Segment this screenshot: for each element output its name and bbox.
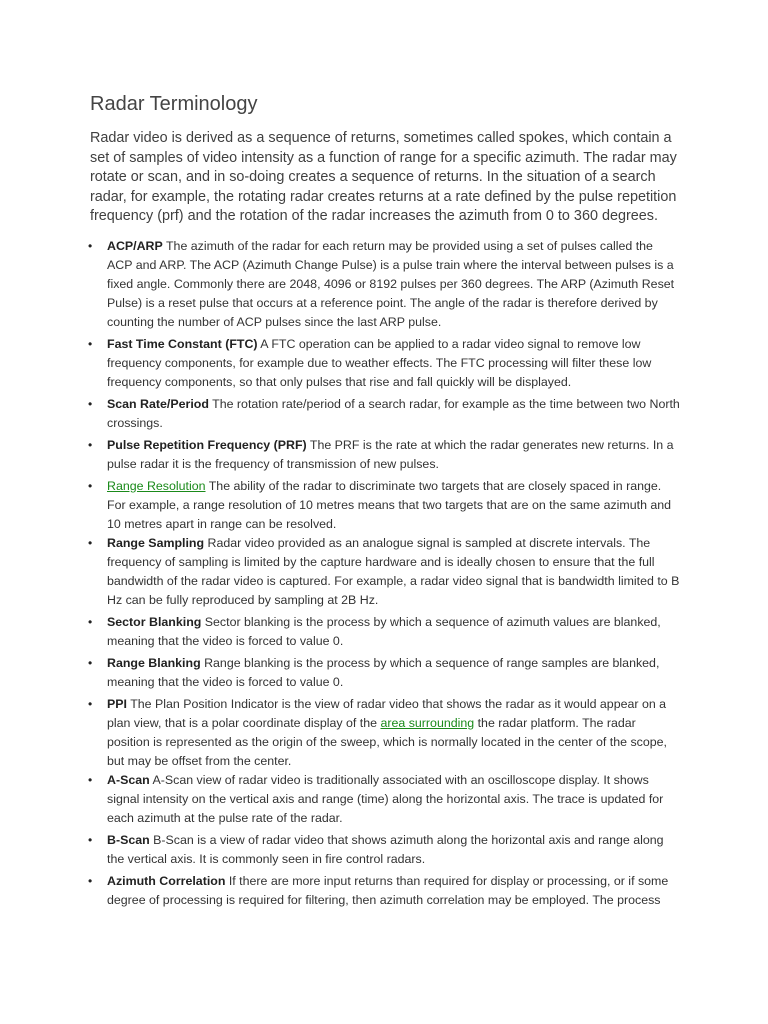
term-label: B-Scan <box>107 832 150 847</box>
list-item-prf <box>90 436 680 474</box>
term-label: ACP/ARP <box>107 238 163 253</box>
list-item-azimuth-correlation <box>90 872 680 910</box>
bullet-icon: • <box>88 772 93 787</box>
list-item-scan-rate <box>90 395 680 433</box>
term-definition: The rotation rate/period of a search radar, for example as the time between two North crossings. <box>107 396 680 430</box>
list-item-ftc <box>90 335 680 392</box>
bullet-icon: • <box>88 696 93 711</box>
bullet-icon: • <box>88 437 93 452</box>
term-definition: Radar video provided as an analogue signal is sampled at discrete intervals. The frequency of sampling is limited by the capture hardware and is ideally chosen to ensure that the full bandwidth of the radar video is captured. For example, a radar video signal that is bandwidth limited to B Hz can be fully reproduced by sampling at 2B Hz. <box>107 535 680 607</box>
area-surrounding-link[interactable]: area surrounding <box>380 715 475 730</box>
term-label: Range Sampling <box>107 535 205 550</box>
list-item-b-scan <box>90 831 680 869</box>
term-definition-start: The Plan Position Indicator is the view of radar video that shows the radar as it would appear on a plan view, that is a polar coordinate display of the <box>107 696 667 730</box>
bullet-icon: • <box>88 336 93 351</box>
term-definition: The ability of the radar to discriminate two targets that are closely spaced in range. For example, a range resolution of 10 metres means that two targets that are on the same azimuth and 10 metres apart in range can be resolved. <box>107 478 672 531</box>
term-label: Azimuth Correlation <box>107 873 226 888</box>
term-label: Sector Blanking <box>107 614 202 629</box>
list-item-range-blanking <box>90 654 680 692</box>
term-definition: The PRF is the rate at which the radar generates new returns. In a pulse radar it is the frequency of transmission of new pulses. <box>107 437 674 471</box>
list-item-range-sampling <box>90 534 680 610</box>
intro-paragraph: Radar video is derived as a sequence of returns, sometimes called spokes, which contain a set of samples of video intensity as a function of range for a specific azimuth. The radar may rotate or scan, and in so-doing creates a sequence of returns. In the situation of a search radar, for example, the rotating radar creates returns at a rate defined by the pulse repetition frequency (prf) and the rotation of the radar increases the azimuth from 0 to 360 degrees. <box>90 130 677 224</box>
term-definition: B-Scan is a view of radar video that shows azimuth along the horizontal axis and range along the vertical axis. It is commonly seen in fire control radars. <box>107 832 664 866</box>
list-item-a-scan <box>90 771 680 828</box>
bullet-icon: • <box>88 535 93 550</box>
bullet-icon: • <box>88 614 93 629</box>
list-item-ppi <box>90 695 680 771</box>
term-label: Fast Time Constant (FTC) <box>107 336 258 351</box>
list-item-acp-arp <box>90 237 680 332</box>
bullet-icon: • <box>88 655 93 670</box>
term-label: Range Blanking <box>107 655 201 670</box>
term-label: Scan Rate/Period <box>107 396 209 411</box>
bullet-icon: • <box>88 873 93 888</box>
term-label: A-Scan <box>107 772 150 787</box>
term-label: Pulse Repetition Frequency (PRF) <box>107 437 307 452</box>
term-definition: Range blanking is the process by which a sequence of range samples are blanked, meaning that the video is forced to value 0. <box>107 655 660 689</box>
bullet-icon: • <box>88 238 93 253</box>
term-label: PPI <box>107 696 127 711</box>
term-definition-end: the radar platform. The radar position is represented as the origin of the sweep, which is normally located in the center of the scope, but may be offset from the center. <box>107 715 667 768</box>
range-resolution-link[interactable]: Range Resolution <box>107 478 206 493</box>
terminology-list <box>90 237 680 910</box>
term-definition: A FTC operation can be applied to a radar video signal to remove low frequency components, for example due to weather effects. The FTC processing will filter these low frequency components, so that only pulses that rise and fall quickly will be displayed. <box>107 336 652 389</box>
bullet-icon: • <box>88 478 93 493</box>
term-definition: If there are more input returns than required for display or processing, or if some degree of processing is required for filtering, then azimuth correlation may be employed. The process <box>107 873 669 907</box>
term-definition: The azimuth of the radar for each return may be provided using a set of pulses called the ACP and ARP. The ACP (Azimuth Change Pulse) is a pulse train where the interval between pulses is a fixed angle. Commonly there are 2048, 4096 or 8192 pulses per 360 degrees. The ARP (Azimuth Reset Pulse) is a reset pulse that occurs at a reference point. The angle of the radar is therefore derived by counting the number of ACP pulses since the last ARP pulse. <box>107 238 675 329</box>
list-item-sector-blanking <box>90 613 680 651</box>
list-item-range-resolution <box>90 477 680 534</box>
page-title: Radar Terminology <box>90 93 258 115</box>
term-definition: Sector blanking is the process by which a sequence of azimuth values are blanked, meaning that the video is forced to value 0. <box>107 614 661 648</box>
term-definition: A-Scan view of radar video is traditionally associated with an oscilloscope display. It shows signal intensity on the vertical axis and range (time) along the horizontal axis. The trace is updated for each azimuth at the pulse rate of the radar. <box>107 772 664 825</box>
bullet-icon: • <box>88 396 93 411</box>
bullet-icon: • <box>88 832 93 847</box>
document-page <box>90 90 680 913</box>
